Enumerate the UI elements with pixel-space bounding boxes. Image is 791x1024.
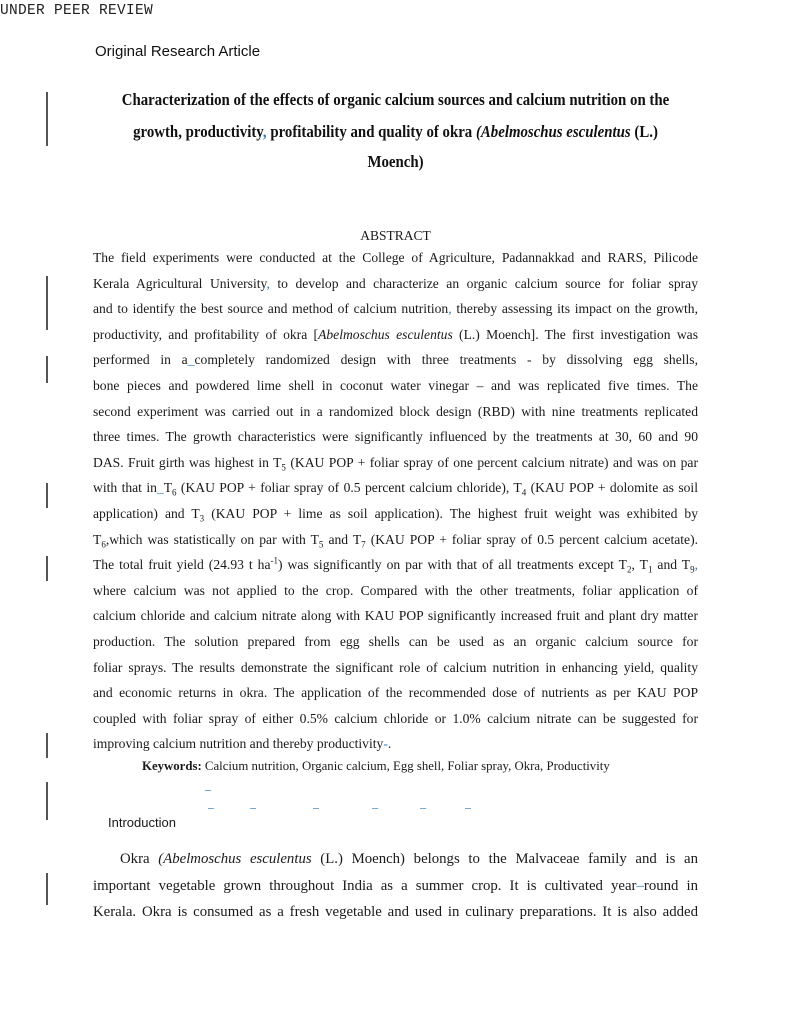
keywords-value: Calcium nutrition, Organic calcium, Egg shell, Foliar spray, Okra, Productivity: [201, 759, 610, 773]
text-run: completely randomized design with three treatments - by dissolving egg shells,: [194, 352, 698, 368]
abstract-line: [93, 607, 698, 625]
abstract-line: [93, 351, 698, 369]
text-run: thereby assessing its impact on the growth,: [451, 301, 698, 317]
abstract-line: [93, 735, 698, 753]
abstract-heading: ABSTRACT: [360, 228, 431, 243]
text-run: production. The solution prepared from egg shells can be used as an organic calcium source for: [93, 634, 698, 649]
text-run: productivity, and profitability of okra [: [93, 326, 319, 342]
title-text: growth, productivity: [133, 122, 263, 141]
abstract-line: [93, 300, 698, 318]
text-run: DAS. Fruit girth was highest in T: [93, 454, 282, 470]
tracked-change-mark: [205, 790, 211, 791]
tracked-change-mark: _: [187, 352, 195, 368]
abstract-line: [93, 633, 698, 651]
text-run: Okra: [120, 851, 159, 867]
tracked-change-mark: –: [636, 877, 644, 894]
text-run: bone pieces and powdered lime shell in coconut water vinegar – and was replicated five times. The: [93, 378, 698, 393]
text-run: improving calcium nutrition and thereby productivity: [93, 736, 384, 752]
introduction-line: [93, 850, 698, 868]
text-run: Kerala. Okra is consumed as a fresh vegetable and used in culinary preparations. It is also added: [93, 904, 698, 920]
text-run: ,which was statistically on par with T: [105, 531, 319, 547]
abstract-line: [93, 710, 698, 728]
text-run: round in: [643, 877, 699, 894]
text-run: performed in a: [93, 352, 188, 368]
text-run: to develop and characterize an organic calcium source for foliar spray: [269, 275, 698, 291]
text-run: three times. The growth characteristics were significantly influenced by the treatments at 30, 60 and 90: [93, 429, 698, 445]
tracked-change-mark: ,: [262, 122, 267, 141]
text-run: 9: [690, 564, 695, 575]
tracked-change-mark: ,: [266, 275, 270, 291]
abstract-line: [93, 454, 698, 472]
change-bar: [46, 356, 48, 383]
change-bar: [46, 276, 48, 330]
text-run: ) was significantly on par with that of all treatments except T: [278, 557, 627, 573]
keywords-label: Keywords:: [142, 759, 202, 773]
review-status-header: UNDER PEER REVIEW: [0, 3, 154, 19]
text-run: 6: [101, 539, 106, 550]
text-run: Abelmoschus esculentus: [318, 326, 453, 342]
text-run: T: [93, 531, 102, 547]
abstract-line: [93, 403, 698, 421]
title-text: profitability and quality of okra: [266, 122, 476, 141]
change-bar: [46, 782, 48, 820]
tracked-change-mark: ,: [448, 301, 452, 317]
abstract-line: [93, 249, 698, 267]
tracked-change-mark: [420, 808, 426, 809]
title-line-3: Moench): [367, 152, 424, 171]
abstract-line: [93, 582, 698, 600]
text-run: (KAU POP + foliar spray of 0.5 percent calcium chloride), T: [176, 480, 522, 496]
text-run: (KAU POP + lime as soil application). The highest fruit weight was exhibited by: [204, 506, 698, 521]
abstract-line: [93, 684, 698, 702]
tracked-change-mark: ,: [694, 557, 699, 573]
tracked-change-mark: -: [383, 736, 388, 752]
text-run: , T: [631, 557, 648, 573]
abstract-line: [93, 659, 698, 677]
change-bar: [46, 556, 48, 581]
text-run: (KAU POP + dolomite as soil: [526, 480, 698, 496]
title-line-2: [40, 122, 752, 142]
text-run: coupled with foliar spray of either 0.5% calcium chloride or 1.0% calcium nitrate can be suggested for: [93, 710, 698, 726]
change-bar: [46, 873, 48, 905]
text-run: with that in: [93, 480, 157, 496]
tracked-change-mark: [250, 808, 256, 809]
text-run: -1: [270, 555, 278, 566]
tracked-change-mark: [313, 808, 319, 809]
text-run: 5: [281, 462, 286, 473]
introduction-heading: Introduction: [108, 815, 176, 830]
abstract-line: [93, 377, 698, 395]
abstract-line: [93, 479, 698, 497]
text-run: and economic returns in okra. The application of the recommended dose of nutrients as per KAU POP: [93, 685, 698, 701]
change-bar: [46, 483, 48, 508]
text-run: 6: [172, 488, 177, 499]
text-run: 5: [318, 539, 324, 550]
keywords-line: [142, 759, 610, 774]
text-run: (KAU POP + foliar spray of one percent calcium nitrate) and was on par: [285, 454, 698, 470]
text-run: Kerala Agricultural University: [93, 275, 267, 291]
text-run: calcium chloride and calcium nitrate along with KAU POP significantly increased fruit and plant dry matter: [93, 608, 698, 624]
tracked-change-mark: [465, 808, 471, 809]
text-run: (Abelmoschus esculentus: [158, 851, 312, 867]
title-species-name: (Abelmoschus esculentus: [475, 122, 631, 141]
text-run: The total fruit yield (24.93 t ha: [93, 557, 271, 573]
text-run: 1: [647, 564, 653, 575]
text-run: (L.) Moench) belongs to the Malvaceae family and is an: [311, 851, 698, 867]
article-type-label: Original Research Article: [95, 43, 261, 60]
abstract-line: [93, 275, 698, 293]
abstract-line: [93, 556, 698, 574]
tracked-change-mark: [372, 808, 378, 809]
abstract-line: [93, 326, 698, 344]
abstract-line: [93, 505, 698, 523]
text-run: where calcium was not applied to the crop. Compared with the other treatments, foliar application of: [93, 582, 698, 598]
text-run: foliar sprays. The results demonstrate the significant role of calcium nutrition in enhancing yield, quality: [93, 659, 698, 675]
tracked-change-mark: [208, 808, 214, 809]
text-run: (L.) Moench]. The first investigation was: [452, 326, 698, 342]
text-run: and to identify the best source and method of calcium nutrition: [93, 301, 449, 317]
text-run: 4: [521, 488, 527, 499]
text-run: and T: [323, 531, 362, 547]
introduction-line: [93, 903, 698, 921]
abstract-line: [93, 531, 698, 549]
text-run: (KAU POP + foliar spray of 0.5 percent calcium acetate).: [365, 531, 698, 547]
change-bar: [46, 92, 48, 146]
text-run: 7: [361, 539, 366, 550]
title-line-1: Characterization of the effects of organic calcium sources and calcium nutrition on the: [121, 90, 670, 109]
text-run: 3: [199, 513, 205, 524]
text-run: important vegetable grown throughout India as a summer crop. It is cultivated year: [93, 877, 637, 894]
text-run: The field experiments were conducted at the College of Agriculture, Padannakkad and RARS, Pilicode: [93, 250, 698, 265]
title-text: (L.): [630, 122, 658, 141]
text-run: .: [387, 736, 392, 752]
change-bar: [46, 733, 48, 758]
text-run: 2: [627, 564, 632, 575]
introduction-line: [93, 877, 698, 895]
text-run: application) and T: [93, 506, 200, 521]
tracked-change-mark: _: [156, 480, 164, 496]
text-run: T: [163, 480, 173, 496]
abstract-line: [93, 428, 698, 446]
text-run: second experiment was carried out in a randomized block design (RBD) with nine treatments replicated: [93, 403, 698, 419]
text-run: and T: [652, 557, 691, 573]
